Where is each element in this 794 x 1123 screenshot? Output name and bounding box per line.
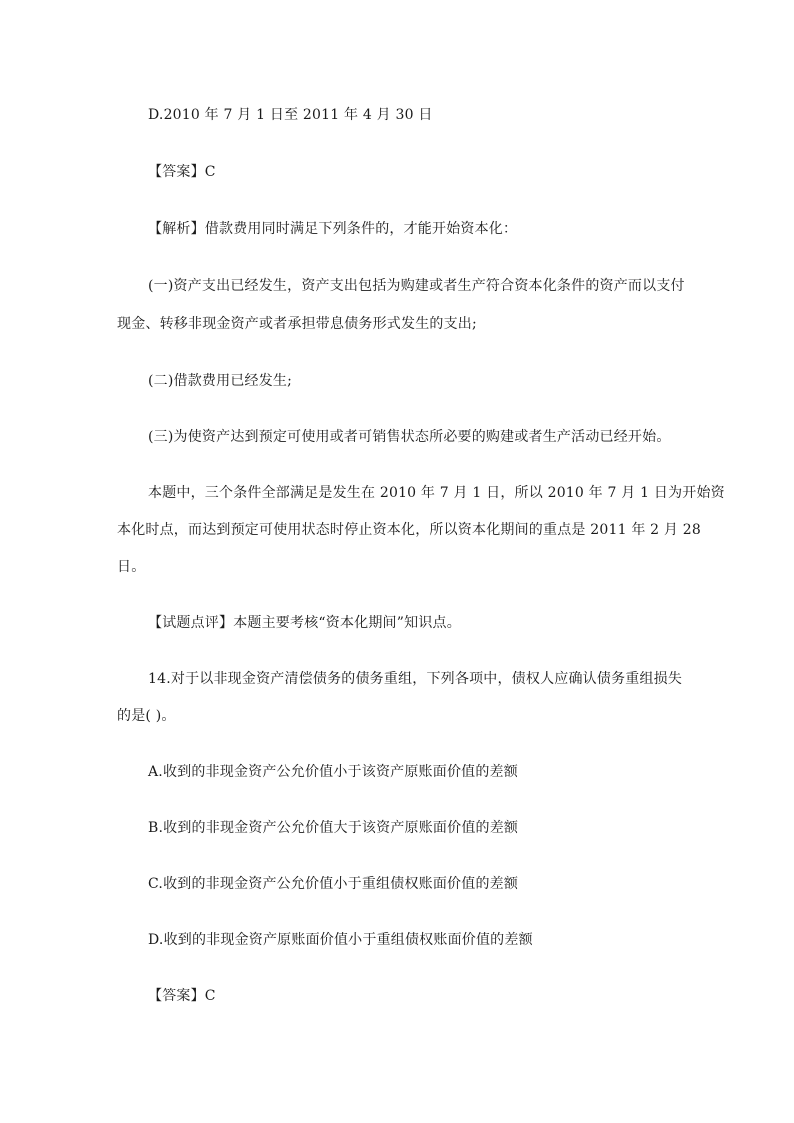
q14-option-d: D.收到的非现金资产原账面价值小于重组债权账面价值的差额 — [148, 932, 533, 948]
q13-explanation-line-3: 日。 — [117, 559, 146, 575]
q13-answer: 【答案】C — [148, 164, 216, 180]
q13-condition-2: (二)借款费用已经发生; — [148, 373, 293, 389]
q13-analysis-title: 【解析】借款费用同时满足下列条件的，才能开始资本化： — [148, 221, 518, 237]
q13-option-d: D.2010 年 7 月 1 日至 2011 年 4 月 30 日 — [148, 107, 433, 123]
q14-option-a: A.收到的非现金资产公允价值小于该资产原账面价值的差额 — [148, 764, 518, 780]
q13-explanation-line-1: 本题中，三个条件全部满足是发生在 2010 年 7 月 1 日，所以 2010 年 7 月 1 日为开始资 — [148, 485, 725, 501]
q14-option-c: C.收到的非现金资产公允价值小于重组债权账面价值的差额 — [148, 876, 519, 892]
q13-explanation-line-2: 本化时点，而达到预定可使用状态时停止资本化，所以资本化期间的重点是 2011 年 2 月 28 — [117, 522, 701, 538]
q14-answer: 【答案】C — [148, 988, 216, 1004]
q13-condition-1-line-2: 现金、转移非现金资产或者承担带息债务形式发生的支出; — [117, 316, 477, 332]
q13-condition-3: (三)为使资产达到预定可使用或者可销售状态所必要的购建或者生产活动已经开始。 — [148, 429, 671, 445]
q14-option-b: B.收到的非现金资产公允价值大于该资产原账面价值的差额 — [148, 820, 519, 836]
q13-comment: 【试题点评】本题主要考核“资本化期间”知识点。 — [148, 615, 461, 631]
q13-condition-1-line-1: (一)资产支出已经发生，资产支出包括为购建或者生产符合资本化条件的资产而以支付 — [148, 278, 685, 294]
q14-stem-line-2: 的是( )。 — [117, 708, 176, 724]
q14-stem-line-1: 14.对于以非现金资产清偿债务的债务重组，下列各项中，债权人应确认债务重组损失 — [148, 671, 683, 687]
